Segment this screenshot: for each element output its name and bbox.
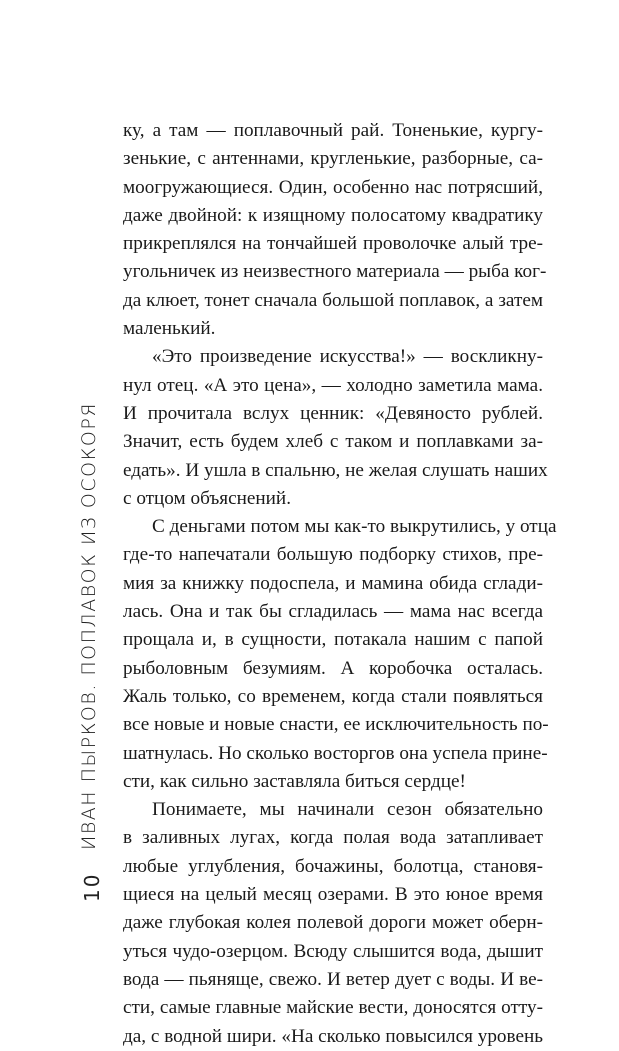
body-text xyxy=(123,117,557,1051)
text-line: щиеся на целый месяц озерами. В это юное время xyxy=(123,884,543,906)
text-line: «Это произведение искусства!» — воскликну- xyxy=(152,346,543,368)
text-line: лась. Она и так бы сгладилась — мама нас всегда xyxy=(123,601,543,623)
text-line: даже глубокая колея полевой дороги может оберн- xyxy=(123,912,543,934)
page-number-text: 10 xyxy=(80,872,104,902)
text-line: сти, самые главные майские вести, доносятся отту- xyxy=(123,997,543,1019)
text-line: любые углубления, бочажины, болотца, становя- xyxy=(123,855,543,877)
text-line: да клюет, тонет сначала большой поплавок, а затем xyxy=(123,289,543,311)
running-head-text: ИВАН ПЫРКОВ. ПОПЛАВОК ИЗ ОСОКОРЯ xyxy=(78,401,100,850)
text-line: рыболовным безумиям. А коробочка осталась. xyxy=(123,657,543,679)
paragraph xyxy=(123,796,543,1051)
text-line: ку, а там — поплавочный рай. Тоненькие, кургу- xyxy=(123,120,543,141)
text-line: зенькие, с антеннами, кругленькие, разборные, са- xyxy=(123,148,543,170)
text-line: прикреплялся на тончайшей проволочке алый тре- xyxy=(123,233,543,255)
text-line: сти, как сильно заставляла биться сердце! xyxy=(123,770,466,792)
text-line: мия за книжку подоспела, и мамина обида сглади- xyxy=(123,572,543,594)
text-line: едать». И ушла в спальню, не желая слушать наших xyxy=(123,459,548,481)
text-line: Жаль только, со временем, когда стали появляться xyxy=(123,685,543,707)
text-line: даже двойной: к изящному полосатому квадратику xyxy=(123,204,543,226)
text-line: прощала и, в сущности, потакала нашим с папой xyxy=(123,629,543,651)
text-line: И прочитала вслух ценник: «Девяносто рублей. xyxy=(123,402,543,424)
text-line: в заливных лугах, когда полая вода затапливает xyxy=(123,827,543,849)
text-line: где-то напечатали большую подборку стихов, пре- xyxy=(123,544,543,566)
text-line: все новые и новые снасти, ее исключительность по- xyxy=(123,714,549,736)
text-line: уться чудо-озерцом. Всюду слышится вода, дышит xyxy=(123,940,543,962)
text-line: Понимаете, мы начинали сезон обязательно xyxy=(152,799,543,821)
text-line: угольничек из неизвестного материала — рыба ког- xyxy=(123,261,547,283)
text-line: нул отец. «А это цена», — холодно заметила мама. xyxy=(123,374,543,396)
text-line: вода — пьянящe, свежо. И ветер дует с воды. И ве- xyxy=(123,968,543,990)
text-line: да, с водной шири. «На сколько повысился уровень xyxy=(123,1025,543,1047)
paragraph xyxy=(123,513,557,796)
text-line: с отцом объяснений. xyxy=(123,487,292,509)
text-line: шатнулась. Но сколько восторгов она успела прине- xyxy=(123,742,548,764)
text-line: маленький. xyxy=(123,318,216,340)
paragraph xyxy=(123,343,548,513)
text-line: Значит, есть будем хлеб с таком и поплавками за- xyxy=(123,431,543,453)
text-line: моогружающиеся. Один, особенно нас потрясший, xyxy=(123,176,543,198)
paragraph xyxy=(123,117,547,343)
text-line: С деньгами потом мы как-то выкрутились, у отца xyxy=(152,516,557,538)
